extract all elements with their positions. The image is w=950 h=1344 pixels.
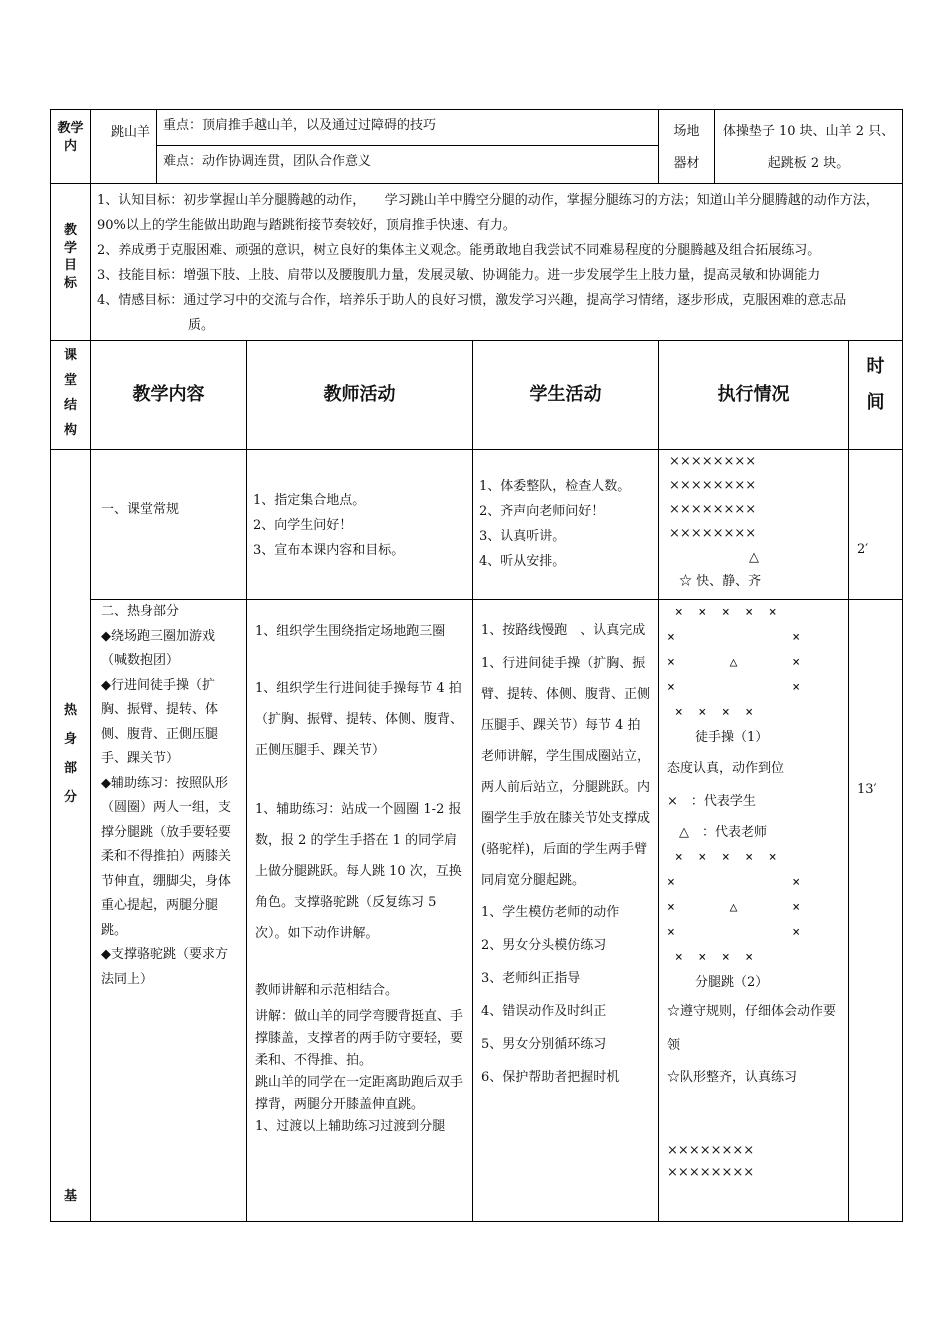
focus-point: 重点：顶肩推手越山羊，以及通过过障碍的技巧 — [157, 110, 659, 146]
col-content: 教学内容 — [91, 341, 247, 450]
warmup-teacher: 1、组织学生围绕指定场地跑三圈 1、组织学生行进间徒手操每节 4 拍（扩胸、振臂、提转、体侧、腹背、正侧压腿手、踝关节） 1、辅助练习：站成一个圆圈 1-2 报数，报 2 的学生手搭在 1 的同学肩上做分腿跳跃。每人跳 10 次，互换角色。支撑骆驼跳（反复练习 5 次）。如下动作讲解。 教师讲解和示范相结合。 讲解：做山羊的同学弯腰背挺直、手撑膝盖，支撑者的两手防守要轻，要柔和、不得推、拍。 跳山羊的同学在一定距离助跑后双手撑背，两腿分开膝盖伸直跳。 1、过渡以上辅助练习过渡到分腿 — [247, 600, 473, 1222]
formation-row: ×××××××× — [667, 1143, 755, 1158]
routine-time: 2′ — [849, 450, 903, 600]
routine-teacher: 1、指定集合地点。 2、向学生问好！ 3、宣布本课内容和目标。 — [247, 450, 473, 600]
difficulty-point: 难点：动作协调连贯，团队合作意义 — [157, 146, 659, 184]
teacher-mark: △ — [749, 550, 760, 565]
caption-1: 徒手操（1） — [695, 730, 769, 745]
caption-2: 分腿跳（2） — [695, 975, 769, 990]
routine-student: 1、体委整队，检查人数。 2、齐声向老师问好！ 3、认真听讲。 4、听从安排。 — [473, 450, 659, 600]
formation-row: ×××××××× — [669, 526, 757, 541]
venue-label: 场地 器材 — [659, 110, 715, 184]
goal-emotion: 4、情感目标：通过学习中的交流与合作，培养乐于助人的良好习惯，激发学习兴趣，提高学习情绪，逐步形成，克服困难的意志品 — [97, 293, 847, 308]
warmup-label: 热 身 部 分 基 — [51, 450, 91, 1222]
legend-student: × ：代表学生 — [667, 794, 756, 809]
warmup-execution — [659, 600, 849, 1222]
lesson-plan-table — [50, 109, 903, 1222]
formation-row: ×××××××× — [669, 454, 757, 469]
goals-label: 教 学 目 标 — [51, 184, 91, 341]
goal-attitude: 2、养成勇于克服困难、顽强的意识，树立良好的集体主义观念。能勇敢地自我尝试不同难易程度的分腿腾越及组合拓展练习。 — [97, 243, 821, 258]
routine-execution — [659, 450, 849, 600]
col-time: 时 间 — [849, 341, 903, 450]
formation-row: ×××××××× — [669, 502, 757, 517]
routine-motto: ☆ 快、静、齐 — [679, 574, 762, 589]
col-student: 学生活动 — [473, 341, 659, 450]
formation-circle-2: × × × × × × × × △ × × × × × × × — [667, 850, 801, 965]
goal-emotion-cont: 质。 — [97, 318, 215, 333]
goal-cognitive: 1、认知目标：初步掌握山羊分腿腾越的动作， 学习跳山羊中腾空分腿的动作，掌握分腿练习的方法；知道山羊分腿腾越的动作方法，90%以上的学生能做出助跑与踏跳衔接节奏较好，顶肩推手快速、有力。 — [97, 193, 879, 233]
legend-teacher: △ ：代表老师 — [679, 825, 768, 840]
col-teacher: 教师活动 — [247, 341, 473, 450]
col-execution: 执行情况 — [659, 341, 849, 450]
lesson-plan — [50, 109, 902, 1222]
warmup-content: 二、热身部分 ◆绕场跑三圈加游戏（喊数抱团） ◆行进间徒手操（扩胸、振臂、提转、体侧、腹背、正側压腿手、踝关节） ◆辅助练习：按照队形（圆圈）两人一组，支撑分腿跳（放手要轻要柔和不得推拍）两膝关节伸直，绷脚尖，身体重心提起，两腿分腿跳。 ◆支撑骆驼跳（要求方法同上） — [91, 600, 247, 1222]
note-2: ☆遵守规则，仔细体会动作要领 — [667, 1004, 837, 1053]
lesson-title: 跳山羊 — [91, 110, 157, 184]
formation-circle-1: × × × × × × × × △ × × × × × × × — [667, 605, 801, 720]
note-3: ☆队形整齐，认真练习 — [667, 1070, 798, 1085]
content-label: 教学 内 — [51, 110, 91, 184]
routine-content: 一、课堂常规 — [91, 450, 247, 600]
note-1: 态度认真，动作到位 — [667, 761, 785, 776]
warmup-student: 1、按路线慢跑 、认真完成 1、行进间徒手操（扩胸、振臂、提转、体侧、腹背、正侧压腿手、踝关节）每节 4 拍老师讲解，学生围成圈站立，两人前后站立，分腿跳跃。内圈学生手放在膝关节处支撑成(骆驼样)，后面的学生两手臂同肩宽分腿起跳。 1、学生模仿老师的动作 2、男女分头模仿练习 3、老师纠正指导 4、错误动作及时纠正 5、男女分别循环练习 6、保护帮助者把握时机 — [473, 600, 659, 1222]
goal-skill: 3、技能目标：增强下肢、上肢、肩带以及腰腹肌力量，发展灵敏、协调能力。进一步发展学生上肢力量，提高灵敏和协调能力 — [97, 268, 821, 283]
formation-row: ×××××××× — [669, 478, 757, 493]
formation-row: ×××××××× — [667, 1165, 755, 1180]
warmup-time: 13′ — [849, 600, 903, 1222]
teaching-goals — [91, 184, 903, 341]
structure-label: 课 堂 结 构 — [51, 341, 91, 450]
equipment: 体操垫子 10 块、山羊 2 只、 起跳板 2 块。 — [715, 110, 903, 184]
